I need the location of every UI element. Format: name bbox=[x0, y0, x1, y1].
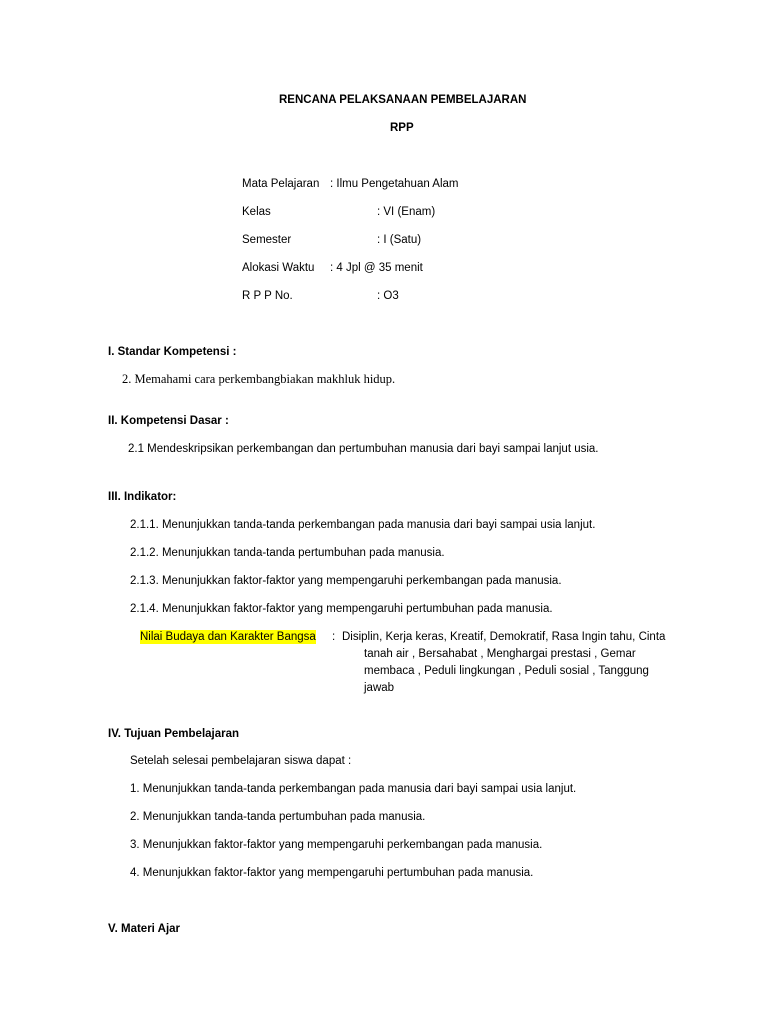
rpp-number-label: R P P No. bbox=[242, 290, 293, 302]
indikator-item: 2.1.2. Menunjukkan tanda-tanda pertumbuhan pada manusia. bbox=[130, 547, 445, 559]
class-label: Kelas bbox=[242, 206, 271, 218]
section-tujuan-heading: IV. Tujuan Pembelajaran bbox=[108, 728, 240, 740]
nilai-budaya-line: tanah air , Bersahabat , Menghargai prestasi , Gemar bbox=[364, 648, 636, 660]
tujuan-item: 3. Menunjukkan faktor-faktor yang mempengaruhi perkembangan pada manusia. bbox=[130, 839, 543, 851]
nilai-budaya-line: membaca , Peduli lingkungan , Peduli sosial , Tanggung bbox=[364, 665, 649, 677]
section-kompetensi-heading: II. Kompetensi Dasar : bbox=[108, 415, 229, 427]
standar-item: 2. Memahami cara perkembangbiakan makhluk hidup. bbox=[122, 372, 396, 386]
class-value: : VI (Enam) bbox=[377, 206, 436, 218]
time-allocation-label: Alokasi Waktu bbox=[242, 262, 315, 274]
section-indikator-heading: III. Indikator: bbox=[108, 491, 177, 503]
semester-label: Semester bbox=[242, 234, 292, 246]
rpp-number-value: : O3 bbox=[377, 290, 399, 302]
indikator-item: 2.1.1. Menunjukkan tanda-tanda perkembangan pada manusia dari bayi sampai usia lanjut. bbox=[130, 519, 596, 531]
indikator-item: 2.1.3. Menunjukkan faktor-faktor yang mempengaruhi perkembangan pada manusia. bbox=[130, 575, 562, 587]
subject-label: Mata Pelajaran bbox=[242, 178, 320, 190]
tujuan-intro: Setelah selesai pembelajaran siswa dapat : bbox=[130, 755, 352, 767]
nilai-budaya-line: jawab bbox=[364, 682, 395, 694]
section-materi-heading: V. Materi Ajar bbox=[108, 923, 181, 935]
document-title: RENCANA PELAKSANAAN PEMBELAJARAN bbox=[279, 94, 527, 106]
semester-value: : I (Satu) bbox=[377, 234, 422, 246]
tujuan-item: 2. Menunjukkan tanda-tanda pertumbuhan pada manusia. bbox=[130, 811, 426, 823]
section-standar-heading: I. Standar Kompetensi : bbox=[108, 346, 237, 358]
tujuan-item: 1. Menunjukkan tanda-tanda perkembangan pada manusia dari bayi sampai usia lanjut. bbox=[130, 783, 577, 795]
time-allocation-value: : 4 Jpl @ 35 menit bbox=[330, 262, 423, 274]
nilai-budaya-colon: : bbox=[332, 631, 336, 643]
tujuan-item: 4. Menunjukkan faktor-faktor yang mempengaruhi pertumbuhan pada manusia. bbox=[130, 867, 534, 879]
nilai-budaya-label: Nilai Budaya dan Karakter Bangsa bbox=[140, 631, 316, 643]
subject-value: : Ilmu Pengetahuan Alam bbox=[330, 178, 459, 190]
kompetensi-item: 2.1 Mendeskripsikan perkembangan dan pertumbuhan manusia dari bayi sampai lanjut usia. bbox=[128, 443, 599, 455]
document-subtitle: RPP bbox=[390, 122, 414, 134]
indikator-item: 2.1.4. Menunjukkan faktor-faktor yang mempengaruhi pertumbuhan pada manusia. bbox=[130, 603, 553, 615]
nilai-budaya-line: Disiplin, Kerja keras, Kreatif, Demokratif, Rasa Ingin tahu, Cinta bbox=[342, 631, 666, 643]
